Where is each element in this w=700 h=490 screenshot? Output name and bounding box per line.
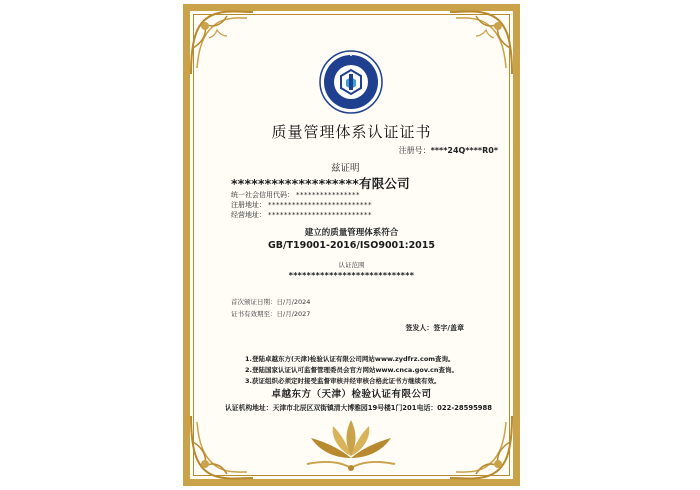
- registration-number: [399, 145, 498, 156]
- registered-address-row: [231, 200, 372, 210]
- operating-address-row: [231, 210, 372, 220]
- note-1: 1.登陆卓越东方(天津)检验认证有限公司网站www.zydfrz.com查询。: [245, 355, 455, 363]
- note-2: 2.登陆国家认证认可监督管理委员会官方网站www.cnca.gov.cn查询。: [245, 366, 459, 374]
- registration-label: 注册号：: [398, 146, 431, 155]
- certification-logo-icon: [319, 50, 383, 114]
- scope-value: ****************************: [288, 271, 415, 280]
- corner-ornament-icon: [446, 8, 516, 78]
- first-issue-date: [231, 297, 310, 306]
- operating-address-label: 经营地址：: [231, 211, 266, 219]
- standard-name: GB/T19001-2016/ISO9001:2015: [267, 240, 436, 251]
- issuer-address: 认证机构地址：天津市北辰区双街镇清大博雅园19号楼1门201: [225, 404, 417, 412]
- scope-label: 认证范围: [338, 261, 365, 269]
- credit-code-row: [231, 190, 360, 200]
- bottom-ornament-icon: [301, 414, 401, 474]
- issuer-name: 卓越东方（天津）检验认证有限公司: [271, 389, 432, 400]
- certificate: [183, 4, 520, 486]
- registered-address-label: 注册地址：: [231, 201, 266, 209]
- credit-code-label: 统一社会信用代码：: [231, 191, 294, 199]
- corner-ornament-icon: [187, 8, 257, 78]
- first-issue-value: 日/月/2024: [276, 298, 311, 306]
- hereby-certify: 兹证明: [331, 163, 360, 174]
- corner-ornament-icon: [187, 412, 257, 482]
- page-title: 质量管理体系认证证书: [271, 123, 432, 141]
- valid-until-date: [231, 309, 310, 318]
- company-name: *******************有限公司: [231, 176, 410, 191]
- first-issue-label: 首次颁证日期：: [231, 298, 277, 306]
- valid-until-label: 证书有效期至：: [231, 310, 277, 318]
- signer: 签发人：签字/盖章: [405, 324, 464, 332]
- credit-code-value: ****************: [296, 191, 360, 199]
- valid-until-value: 日/月/2027: [276, 310, 311, 318]
- registration-value: ****24Q****R0*: [430, 146, 498, 155]
- note-3: 3.获证组织必须定时接受监督审核并经审核合格此证书方继续有效。: [245, 377, 441, 385]
- issuer-phone: 电话：022-28595988: [416, 404, 492, 412]
- operating-address-value: **************************: [268, 211, 372, 219]
- registered-address-value: **************************: [268, 201, 372, 209]
- established-statement: 建立的质量管理体系符合: [304, 228, 399, 238]
- corner-ornament-icon: [446, 412, 516, 482]
